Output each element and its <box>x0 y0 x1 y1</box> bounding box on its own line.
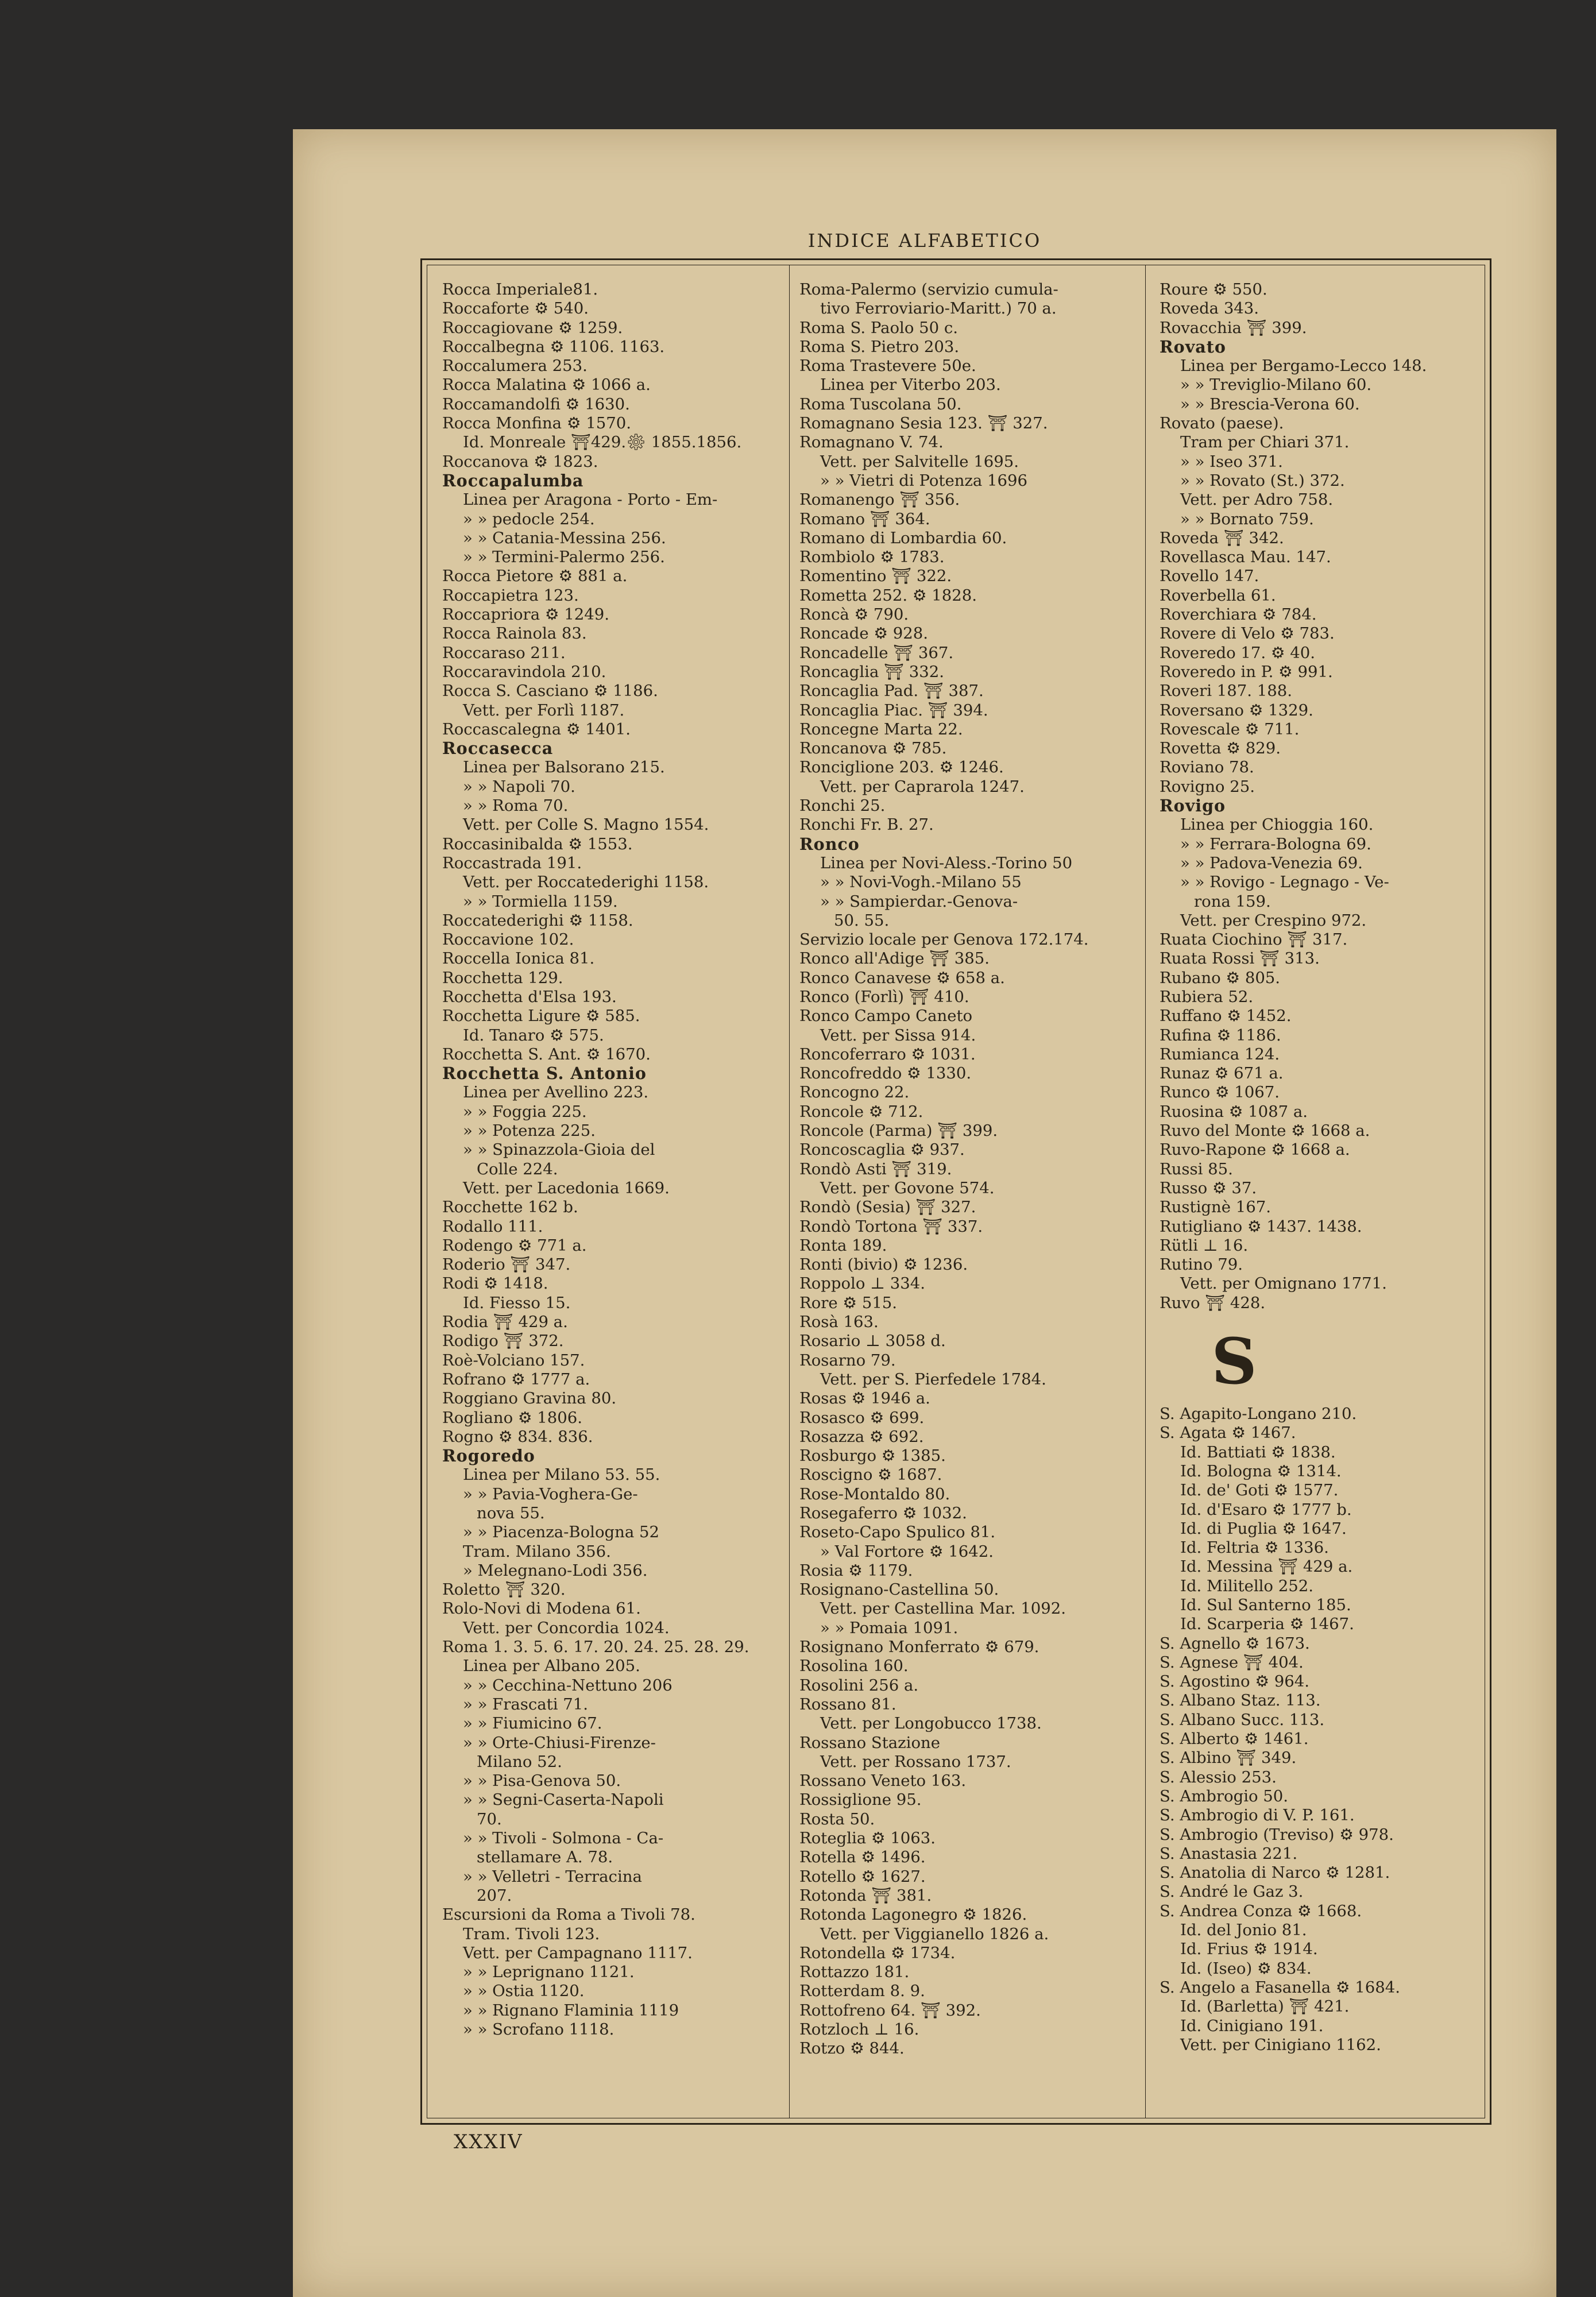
index-entry: Rose-Montaldo 80. <box>799 1484 950 1503</box>
index-entry: Ronco all'Adige ⛩ 385. <box>799 949 990 968</box>
index-entry: Id. Battiati ⚙ 1838. <box>1180 1443 1336 1461</box>
page-sheet <box>293 129 1556 2297</box>
index-entry: Vett. per Roccatederighi 1158. <box>463 873 709 892</box>
index-entry: » » Ferrara-Bologna 69. <box>1180 834 1371 853</box>
index-entry: Rovere di Velo ⚙ 783. <box>1160 624 1335 643</box>
index-entry: Roccatederighi ⚙ 1158. <box>442 911 633 930</box>
index-entry: » » Treviglio-Milano 60. <box>1180 376 1372 395</box>
index-heading: Rogoredo <box>442 1446 535 1466</box>
index-entry: Roccapriora ⚙ 1249. <box>442 605 609 624</box>
index-entry: » » Pisa-Genova 50. <box>463 1772 621 1791</box>
index-entry: Ronchi 25. <box>799 796 886 815</box>
index-entry: Roccaravindola 210. <box>442 662 606 681</box>
page-number: XXXIV <box>454 2130 523 2153</box>
index-entry: Linea per Chioggia 160. <box>1180 815 1374 834</box>
index-entry: Rossano Stazione <box>799 1733 941 1752</box>
index-entry: Roggiano Gravina 80. <box>442 1389 617 1408</box>
index-entry: » » Tormiella 1159. <box>463 892 618 911</box>
index-entry: » » Ostia 1120. <box>463 1982 585 2001</box>
index-entry: Romagnano V. 74. <box>799 433 944 452</box>
index-entry: Ronta 189. <box>799 1236 887 1255</box>
index-entry: Tram per Chiari 371. <box>1180 433 1350 452</box>
index-entry: Roma S. Pietro 203. <box>799 337 960 356</box>
index-entry: rona 159. <box>1194 892 1271 911</box>
index-entry: Ruata Rossi ⛩ 313. <box>1160 949 1320 968</box>
section-letter: S <box>1211 1324 1257 1399</box>
index-entry: Rutigliano ⚙ 1437. 1438. <box>1160 1217 1362 1236</box>
index-entry: » » Orte-Chiusi-Firenze- <box>463 1733 656 1752</box>
index-entry: » » Scrofano 1118. <box>463 2020 615 2039</box>
index-entry: Rosario ⊥ 3058 d. <box>799 1332 946 1351</box>
index-entry: » » Termini-Palermo 256. <box>463 548 665 567</box>
index-entry: Roncegne Marta 22. <box>799 720 963 738</box>
index-entry: Rubiera 52. <box>1160 987 1254 1006</box>
index-entry: Rombiolo ⚙ 1783. <box>799 548 945 567</box>
index-entry: Rocca Rainola 83. <box>442 624 587 643</box>
index-frame-inner <box>427 265 1485 2118</box>
index-entry: Milano 52. <box>477 1752 562 1771</box>
index-entry: Id. Feltria ⚙ 1336. <box>1180 1538 1329 1557</box>
index-entry: » » Rignano Flaminia 1119 <box>463 2001 679 2020</box>
index-entry: Id. Sul Santerno 185. <box>1180 1596 1351 1614</box>
index-entry: Rodallo 111. <box>442 1217 543 1236</box>
index-entry: S. Ambrogio 50. <box>1160 1786 1289 1805</box>
index-entry: Roncaglia ⛩ 332. <box>799 662 944 681</box>
index-entry: Ronco Canavese ⚙ 658 a. <box>799 968 1005 987</box>
index-column-1 <box>442 280 781 2039</box>
index-entry: Rosolini 256 a. <box>799 1676 919 1695</box>
index-entry: Romanengo ⛩ 356. <box>799 490 960 509</box>
index-entry: Rosburgo ⚙ 1385. <box>799 1447 946 1465</box>
index-frame <box>420 258 1491 2125</box>
index-entry: Rocchetta Ligure ⚙ 585. <box>442 1007 640 1026</box>
index-entry: Roveredo in P. ⚙ 991. <box>1160 662 1333 681</box>
index-entry: Linea per Balsorano 215. <box>463 758 665 777</box>
index-entry: Rosarno 79. <box>799 1351 896 1370</box>
index-entry: Rubano ⚙ 805. <box>1160 968 1281 987</box>
index-entry: Roveredo 17. ⚙ 40. <box>1160 643 1315 662</box>
index-entry: Rotzloch ⊥ 16. <box>799 2020 919 2039</box>
index-entry: Id. Cinigiano 191. <box>1180 2016 1324 2035</box>
index-entry: Colle 224. <box>477 1159 558 1178</box>
index-entry: » Val Fortore ⚙ 1642. <box>820 1542 994 1561</box>
index-entry: Rotonda Lagonegro ⚙ 1826. <box>799 1905 1027 1924</box>
index-entry: Russo ⚙ 37. <box>1160 1178 1257 1197</box>
index-entry: » » Roma 70. <box>463 796 569 815</box>
index-entry: Roncogno 22. <box>799 1083 910 1102</box>
index-entry: Roveri 187. 188. <box>1160 682 1292 701</box>
index-entry: Rütli ⊥ 16. <box>1160 1236 1249 1255</box>
index-entry: Rustignè 167. <box>1160 1198 1271 1217</box>
index-entry: Vett. per Concordia 1024. <box>463 1618 670 1637</box>
index-entry: S. Anatolia di Narco ⚙ 1281. <box>1160 1863 1390 1882</box>
index-entry: Roma Tuscolana 50. <box>799 395 962 413</box>
index-entry: Vett. per Crespino 972. <box>1180 911 1367 930</box>
index-entry: Linea per Bergamo-Lecco 148. <box>1180 357 1427 376</box>
index-heading: Roccasecca <box>442 738 554 759</box>
index-entry: » » Novi-Vogh.-Milano 55 <box>820 873 1022 892</box>
column-rule <box>1145 265 1146 2118</box>
index-entry: Roveda ⛩ 342. <box>1160 528 1284 547</box>
index-entry: Russi 85. <box>1160 1159 1233 1178</box>
index-entry: Roverbella 61. <box>1160 586 1276 605</box>
index-entry: Rofrano ⚙ 1777 a. <box>442 1370 590 1389</box>
index-entry: Roncaglia Piac. ⛩ 394. <box>799 701 988 720</box>
index-entry: Rovetta ⚙ 829. <box>1160 739 1281 758</box>
index-entry: Rosegaferro ⚙ 1032. <box>799 1504 967 1522</box>
index-entry: Ruvo del Monte ⚙ 1668 a. <box>1160 1122 1370 1140</box>
index-entry: Roccasinibalda ⚙ 1553. <box>442 834 633 853</box>
index-entry: Linea per Albano 205. <box>463 1657 640 1676</box>
index-entry: Vett. per Rossano 1737. <box>820 1752 1011 1771</box>
index-entry: S. Albino ⛩ 349. <box>1160 1749 1297 1768</box>
index-heading: Rovigo <box>1160 796 1226 816</box>
index-entry: Roccalumera 253. <box>442 357 588 376</box>
index-entry: » » Pavia-Voghera-Ge- <box>463 1484 638 1503</box>
index-entry: Ronchi Fr. B. 27. <box>799 815 934 834</box>
index-entry: » » Napoli 70. <box>463 777 575 796</box>
index-entry: Roccagiovane ⚙ 1259. <box>442 318 623 337</box>
index-entry: Rodi ⚙ 1418. <box>442 1274 548 1293</box>
index-entry: tivo Ferroviario-Maritt.) 70 a. <box>820 299 1057 318</box>
index-entry: » » Pomaia 1091. <box>820 1618 959 1637</box>
index-entry: Vett. per Omignano 1771. <box>1180 1274 1387 1293</box>
index-entry: Linea per Novi-Aless.-Torino 50 <box>820 853 1073 872</box>
index-entry: Vett. per Viggianello 1826 a. <box>820 1924 1049 1943</box>
index-entry: S. Anastasia 221. <box>1160 1844 1298 1863</box>
index-entry: S. Alberto ⚙ 1461. <box>1160 1730 1309 1749</box>
index-entry: Rumianca 124. <box>1160 1045 1280 1064</box>
index-entry: Rore ⚙ 515. <box>799 1293 898 1312</box>
index-entry: Ronco (Forlì) ⛩ 410. <box>799 987 969 1006</box>
index-entry: Rocca S. Casciano ⚙ 1186. <box>442 682 658 701</box>
index-entry: » » Bornato 759. <box>1180 509 1314 528</box>
index-entry: S. Andrea Conza ⚙ 1668. <box>1160 1901 1362 1920</box>
index-entry: Roccapietra 123. <box>442 586 579 605</box>
index-entry: Rocchette 162 b. <box>442 1198 578 1217</box>
index-entry: Romano di Lombardia 60. <box>799 528 1007 547</box>
index-entry: Rogliano ⚙ 1806. <box>442 1408 582 1427</box>
index-entry: » » Tivoli - Solmona - Ca- <box>463 1829 664 1848</box>
index-entry: Rotzo ⚙ 844. <box>799 2039 905 2058</box>
index-entry: 50. 55. <box>834 911 890 930</box>
index-entry: Roma 1. 3. 5. 6. 17. 20. 24. 25. 28. 29. <box>442 1638 749 1657</box>
index-entry: S. Ambrogio di V. P. 161. <box>1160 1806 1355 1825</box>
index-entry: Ruffano ⚙ 1452. <box>1160 1007 1292 1026</box>
index-entry: Rometta 252. ⚙ 1828. <box>799 586 977 605</box>
index-heading: Rovato <box>1160 337 1226 357</box>
index-entry: Roppolo ⊥ 334. <box>799 1274 925 1293</box>
index-entry: Rufina ⚙ 1186. <box>1160 1026 1281 1045</box>
index-entry: Rodengo ⚙ 771 a. <box>442 1236 587 1255</box>
index-entry: Vett. per Lacedonia 1669. <box>463 1178 670 1197</box>
index-entry: Rosasco ⚙ 699. <box>799 1408 925 1427</box>
index-entry: Roma-Palermo (servizio cumula- <box>799 280 1058 299</box>
index-entry: Roccamandolfi ⚙ 1630. <box>442 395 630 413</box>
index-entry: Roncà ⚙ 790. <box>799 605 909 624</box>
index-entry: Rotella ⚙ 1496. <box>799 1848 926 1867</box>
index-entry: Roveda 343. <box>1160 299 1259 318</box>
index-entry: Rolo-Novi di Modena 61. <box>442 1599 641 1618</box>
index-entry: Roccastrada 191. <box>442 853 582 872</box>
index-entry: Romagnano Sesia 123. ⛩ 327. <box>799 414 1048 433</box>
index-entry: Roma Trastevere 50e. <box>799 357 976 376</box>
index-entry: Roncole ⚙ 712. <box>799 1102 923 1121</box>
index-entry: Roma S. Paolo 50 c. <box>799 318 959 337</box>
index-entry: Roverchiara ⚙ 784. <box>1160 605 1317 624</box>
index-entry: Roversano ⚙ 1329. <box>1160 701 1313 720</box>
index-heading: Ronco <box>799 834 860 854</box>
index-entry: » » Padova-Venezia 69. <box>1180 853 1363 872</box>
index-entry: Rovato (paese). <box>1160 414 1284 433</box>
index-entry: Vett. per Adro 758. <box>1180 490 1334 509</box>
index-entry: Rondò Asti ⛩ 319. <box>799 1159 952 1178</box>
index-entry: Id. di Puglia ⚙ 1647. <box>1180 1519 1347 1538</box>
index-entry: Ruvo-Rapone ⚙ 1668 a. <box>1160 1140 1350 1159</box>
index-entry: Roletto ⛩ 320. <box>442 1580 566 1599</box>
index-entry: Vett. per Castellina Mar. 1092. <box>820 1599 1066 1618</box>
index-entry: Roè-Volciano 157. <box>442 1351 585 1370</box>
index-entry: Roscigno ⚙ 1687. <box>799 1465 942 1484</box>
index-entry: Roccavione 102. <box>442 930 574 949</box>
index-entry: » » Velletri - Terracina <box>463 1867 642 1886</box>
index-entry: Rocca Monfina ⚙ 1570. <box>442 414 631 433</box>
index-entry: » » Sampierdar.-Genova- <box>820 892 1018 911</box>
index-entry: Rotondella ⚙ 1734. <box>799 1943 956 1962</box>
index-entry: Rossano 81. <box>799 1695 896 1714</box>
index-entry: Roviano 78. <box>1160 758 1254 777</box>
index-entry: Roccanova ⚙ 1823. <box>442 452 598 471</box>
index-entry: Rosolina 160. <box>799 1657 909 1676</box>
index-entry: Id. del Jonio 81. <box>1180 1921 1307 1940</box>
index-entry: » » Foggia 225. <box>463 1102 587 1121</box>
index-entry: Ronciglione 203. ⚙ 1246. <box>799 758 1004 777</box>
index-entry: Roccalbegna ⚙ 1106. 1163. <box>442 337 665 356</box>
index-entry: Id. Militello 252. <box>1180 1576 1313 1595</box>
index-entry: Vett. per Campagnano 1117. <box>463 1943 693 1962</box>
index-entry: S. Albano Staz. 113. <box>1160 1691 1321 1710</box>
index-entry: Vett. per Caprarola 1247. <box>820 777 1025 796</box>
index-entry: Vett. per Cinigiano 1162. <box>1180 2035 1381 2054</box>
index-entry: Roncoscaglia ⚙ 937. <box>799 1140 965 1159</box>
index-entry: Rocca Pietore ⚙ 881 a. <box>442 567 628 586</box>
index-entry: S. Agapito-Longano 210. <box>1160 1405 1357 1424</box>
index-entry: Rodia ⛩ 429 a. <box>442 1313 568 1332</box>
index-entry: Rodigo ⛩ 372. <box>442 1332 564 1351</box>
index-entry: Rovacchia ⛩ 399. <box>1160 318 1307 337</box>
index-entry: S. Ambrogio (Treviso) ⚙ 978. <box>1160 1825 1394 1844</box>
index-entry: Linea per Viterbo 203. <box>820 376 1001 395</box>
index-entry: Rocchetta d'Elsa 193. <box>442 987 617 1006</box>
index-entry: Rocchetta 129. <box>442 968 563 987</box>
index-entry: S. Alessio 253. <box>1160 1768 1277 1786</box>
index-entry: S. Albano Succ. 113. <box>1160 1710 1325 1729</box>
index-entry: Id. (Iseo) ⚙ 834. <box>1180 1959 1312 1978</box>
index-entry: » » pedocle 254. <box>463 509 595 528</box>
index-entry: nova 55. <box>477 1504 545 1522</box>
index-entry: Rosia ⚙ 1179. <box>799 1561 913 1580</box>
index-entry: » » Piacenza-Bologna 52 <box>463 1523 659 1542</box>
index-heading: Roccapalumba <box>442 470 584 490</box>
index-entry: Tram. Tivoli 123. <box>463 1924 600 1943</box>
index-entry: Roncade ⚙ 928. <box>799 624 929 643</box>
page-header: INDICE ALFABETICO <box>807 230 1042 252</box>
index-entry: Runco ⚙ 1067. <box>1160 1083 1280 1102</box>
index-entry: » » Rovigo - Legnago - Ve- <box>1180 873 1389 892</box>
index-entry: Rotonda ⛩ 381. <box>799 1886 932 1905</box>
index-entry: Roseto-Capo Spulico 81. <box>799 1523 996 1542</box>
index-entry: Roccaforte ⚙ 540. <box>442 299 589 318</box>
index-entry: » » Vietri di Potenza 1696 <box>820 471 1028 490</box>
index-entry: Rocca Malatina ⚙ 1066 a. <box>442 376 651 395</box>
index-entry: Vett. per Colle S. Magno 1554. <box>463 815 709 834</box>
index-entry: Rondò Tortona ⛩ 337. <box>799 1217 983 1236</box>
index-entry: » » Segni-Caserta-Napoli <box>463 1791 664 1809</box>
index-entry: Vett. per Salvitelle 1695. <box>820 452 1019 471</box>
index-entry: Rosà 163. <box>799 1313 879 1332</box>
column-rule <box>789 265 790 2118</box>
index-entry: Roccascalegna ⚙ 1401. <box>442 720 631 738</box>
index-entry: Rutino 79. <box>1160 1255 1243 1274</box>
index-entry: Id. Messina ⛩ 429 a. <box>1180 1557 1353 1576</box>
index-entry: Rocchetta S. Ant. ⚙ 1670. <box>442 1045 651 1064</box>
index-entry: S. Agata ⚙ 1467. <box>1160 1424 1296 1443</box>
index-entry: Ronco Campo Caneto <box>799 1007 973 1026</box>
index-entry: » Melegnano-Lodi 356. <box>463 1561 648 1580</box>
index-entry: S. Angelo a Fasanella ⚙ 1684. <box>1160 1978 1400 1997</box>
index-entry: Rosignano Monferrato ⚙ 679. <box>799 1638 1039 1657</box>
index-column-3 <box>1160 280 1481 2055</box>
index-entry: Id. de' Goti ⚙ 1577. <box>1180 1481 1339 1500</box>
index-entry: Roncanova ⚙ 785. <box>799 739 947 758</box>
index-entry: Vett. per Forlì 1187. <box>463 701 625 720</box>
index-entry: Roteglia ⚙ 1063. <box>799 1829 936 1848</box>
index-heading: Rocchetta S. Antonio <box>442 1064 647 1084</box>
index-entry: Rocca Imperiale81. <box>442 280 598 299</box>
index-entry: » » Leprignano 1121. <box>463 1963 635 1982</box>
index-entry: S. Agostino ⚙ 964. <box>1160 1672 1309 1691</box>
index-entry: Ronti (bivio) ⚙ 1236. <box>799 1255 968 1274</box>
index-entry: Roccella Ionica 81. <box>442 949 595 968</box>
index-entry: Id. Bologna ⚙ 1314. <box>1180 1461 1342 1480</box>
index-entry: Id. Tanaro ⚙ 575. <box>463 1026 604 1045</box>
index-entry: Roncofreddo ⚙ 1330. <box>799 1064 972 1083</box>
index-entry: Id. Monreale ⛩429.⚙ 1855.1856. <box>463 433 742 452</box>
index-entry: Roccaraso 211. <box>442 643 566 662</box>
index-entry: Id. Frius ⚙ 1914. <box>1180 1940 1318 1959</box>
index-entry: Rosta 50. <box>799 1809 875 1828</box>
index-entry: Rosignano-Castellina 50. <box>799 1580 999 1599</box>
index-entry: Rovigno 25. <box>1160 777 1255 796</box>
index-entry: Roncadelle ⛩ 367. <box>799 643 954 662</box>
index-entry: Rottofreno 64. ⛩ 392. <box>799 2001 981 2020</box>
index-entry: Id. (Barletta) ⛩ 421. <box>1180 1997 1350 2016</box>
index-entry: » » Frascati 71. <box>463 1695 588 1714</box>
index-entry: » » Potenza 225. <box>463 1122 596 1140</box>
index-entry: Rotterdam 8. 9. <box>799 1982 925 2001</box>
index-entry: Rovellasca Mau. 147. <box>1160 548 1331 567</box>
index-entry: Rottazzo 181. <box>799 1963 910 1982</box>
index-entry: Rossano Veneto 163. <box>799 1772 967 1791</box>
index-entry: Tram. Milano 356. <box>463 1542 611 1561</box>
index-column-2 <box>799 280 1133 2059</box>
index-entry: » » Iseo 371. <box>1180 452 1283 471</box>
index-entry: Roure ⚙ 550. <box>1160 280 1267 299</box>
index-entry: » » Cecchina-Nettuno 206 <box>463 1676 673 1695</box>
index-entry: Rosas ⚙ 1946 a. <box>799 1389 930 1408</box>
index-entry: » » Spinazzola-Gioia del <box>463 1140 655 1159</box>
index-entry: Ruata Ciochino ⛩ 317. <box>1160 930 1348 949</box>
index-entry: 207. <box>477 1886 512 1905</box>
index-entry: Romentino ⛩ 322. <box>799 567 952 586</box>
index-entry: » » Fiumicino 67. <box>463 1714 602 1733</box>
index-entry: Rondò (Sesia) ⛩ 327. <box>799 1198 976 1217</box>
index-entry: Roncoferraro ⚙ 1031. <box>799 1045 976 1064</box>
index-entry: Rovello 147. <box>1160 567 1259 586</box>
index-entry: Id. Scarperia ⚙ 1467. <box>1180 1615 1354 1634</box>
index-entry: Rogno ⚙ 834. 836. <box>442 1427 593 1446</box>
index-entry: Ruvo ⛩ 428. <box>1160 1293 1266 1312</box>
index-entry: Linea per Milano 53. 55. <box>463 1465 660 1484</box>
index-entry: » » Catania-Messina 256. <box>463 528 666 547</box>
index-entry: S. Agnello ⚙ 1673. <box>1160 1634 1310 1653</box>
index-entry: Linea per Avellino 223. <box>463 1083 649 1102</box>
index-entry: 70. <box>477 1809 502 1828</box>
index-entry: Id. d'Esaro ⚙ 1777 b. <box>1180 1500 1352 1519</box>
index-entry: » » Brescia-Verona 60. <box>1180 395 1360 413</box>
index-entry: Escursioni da Roma a Tivoli 78. <box>442 1905 695 1924</box>
index-entry: Vett. per Govone 574. <box>820 1178 995 1197</box>
index-entry: stellamare A. 78. <box>477 1848 613 1867</box>
index-entry: Rossiglione 95. <box>799 1791 922 1809</box>
index-entry: Vett. per S. Pierfedele 1784. <box>820 1370 1046 1389</box>
index-entry: Roderio ⛩ 347. <box>442 1255 571 1274</box>
index-entry: S. André le Gaz 3. <box>1160 1882 1304 1901</box>
index-entry: Linea per Aragona - Porto - Em- <box>463 490 718 509</box>
index-entry: Runaz ⚙ 671 a. <box>1160 1064 1284 1083</box>
index-entry: Servizio locale per Genova 172.174. <box>799 930 1089 949</box>
index-entry: Rovescale ⚙ 711. <box>1160 720 1300 738</box>
index-entry: S. Agnese ⛩ 404. <box>1160 1653 1304 1672</box>
index-entry: Vett. per Sissa 914. <box>820 1026 976 1045</box>
index-entry: » » Rovato (St.) 372. <box>1180 471 1345 490</box>
index-entry: Rotello ⚙ 1627. <box>799 1867 926 1886</box>
index-entry: Vett. per Longobucco 1738. <box>820 1714 1042 1733</box>
index-entry: Romano ⛩ 364. <box>799 509 930 528</box>
index-entry: Ruosina ⚙ 1087 a. <box>1160 1102 1308 1121</box>
index-entry: Roncole (Parma) ⛩ 399. <box>799 1122 998 1140</box>
index-entry: Rosazza ⚙ 692. <box>799 1427 924 1446</box>
index-entry: Id. Fiesso 15. <box>463 1293 571 1312</box>
index-entry: Roncaglia Pad. ⛩ 387. <box>799 682 984 701</box>
